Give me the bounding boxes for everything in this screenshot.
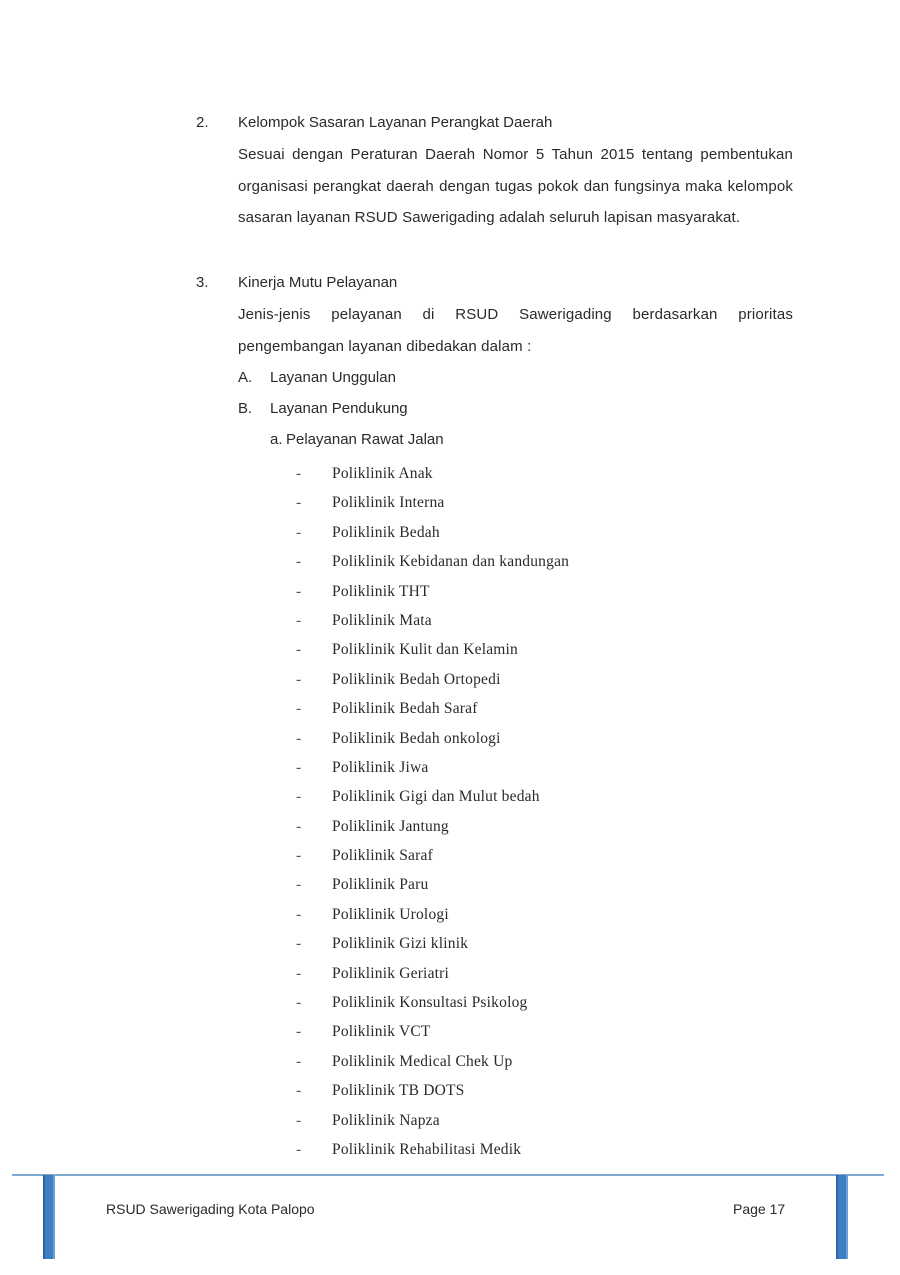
clinic-name: Poliklinik Jantung (332, 817, 449, 835)
bullet-dash: - (296, 700, 302, 718)
section-3-title: Kinerja Mutu Pelayanan (238, 274, 398, 291)
section-2-paragraph: Sesuai dengan Peraturan Daerah Nomor 5 Tahun 2015 tentang pembentukan organisasi perangkat daerah dengan tugas pokok dan fungsinya maka kelompok sasaran layanan RSUD Sawerigading adalah seluruh lapisan masyarakat. (238, 146, 793, 226)
clinic-name: Poliklinik Bedah (332, 523, 440, 541)
section-3-number: 3. (196, 274, 209, 291)
clinic-name: Poliklinik Kulit dan Kelamin (332, 641, 518, 659)
clinic-name: Poliklinik Anak (332, 465, 433, 482)
bullet-dash: - (296, 494, 302, 512)
page-number: Page 17 (733, 1201, 786, 1217)
bullet-dash: - (296, 788, 302, 806)
clinic-name: Poliklinik TB DOTS (332, 1082, 465, 1100)
section-2-title: Kelompok Sasaran Layanan Perangkat Daerah (238, 114, 553, 131)
clinic-name: Poliklinik Interna (332, 494, 445, 512)
clinic-name: Poliklinik Geriatri (332, 964, 450, 982)
clinic-name: Poliklinik VCT (332, 1023, 431, 1041)
clinic-name: Poliklinik Napza (332, 1111, 440, 1129)
footer-rule (12, 1174, 884, 1176)
clinic-name: Poliklinik Rehabilitasi Medik (332, 1140, 522, 1158)
bullet-dash: - (296, 1111, 302, 1129)
bullet-dash: - (296, 1052, 302, 1070)
clinic-name: Poliklinik Jiwa (332, 758, 429, 776)
clinic-name: Poliklinik THT (332, 582, 430, 600)
clinic-name: Poliklinik Bedah onkologi (332, 729, 501, 747)
item-a-label: Layanan Unggulan (270, 369, 396, 386)
bullet-dash: - (296, 670, 302, 688)
subsection-marker: a. (270, 431, 283, 448)
clinic-name: Poliklinik Gizi klinik (332, 935, 469, 953)
bullet-dash: - (296, 964, 302, 982)
clinic-name: Poliklinik Paru (332, 876, 429, 894)
bullet-dash: - (296, 611, 302, 629)
bullet-dash: - (296, 523, 302, 541)
bullet-dash: - (296, 729, 302, 747)
bullet-dash: - (296, 994, 302, 1012)
bullet-dash: - (296, 641, 302, 659)
clinic-name: Poliklinik Saraf (332, 847, 433, 865)
bullet-dash: - (296, 582, 302, 600)
clinic-name: Poliklinik Mata (332, 611, 432, 629)
footer-right-bar (836, 1175, 848, 1259)
bullet-dash: - (296, 465, 302, 482)
footer-left-text: RSUD Sawerigading Kota Palopo (106, 1201, 315, 1217)
clinic-name: Poliklinik Gigi dan Mulut bedah (332, 788, 540, 806)
clinic-name: Poliklinik Bedah Saraf (332, 700, 478, 718)
subsection-label: Pelayanan Rawat Jalan (286, 431, 444, 448)
section-3-paragraph: Jenis-jenis pelayanan di RSUD Sawerigading berdasarkan prioritas pengembangan layanan dibedakan dalam : (238, 306, 793, 355)
clinic-name: Poliklinik Bedah Ortopedi (332, 670, 501, 688)
bullet-dash: - (296, 1140, 302, 1158)
clinic-name: Poliklinik Urologi (332, 905, 449, 923)
bullet-dash: - (296, 758, 302, 776)
section-2-number: 2. (196, 114, 209, 131)
bullet-dash: - (296, 1082, 302, 1100)
item-b-marker: B. (238, 400, 253, 417)
bullet-dash: - (296, 847, 302, 865)
bullet-dash: - (296, 817, 302, 835)
clinic-name: Poliklinik Kebidanan dan kandungan (332, 553, 570, 571)
bullet-dash: - (296, 1023, 302, 1041)
clinic-name: Poliklinik Konsultasi Psikolog (332, 994, 528, 1012)
bullet-dash: - (296, 905, 302, 923)
item-a-marker: A. (238, 369, 253, 386)
item-b-label: Layanan Pendukung (270, 400, 408, 417)
bullet-dash: - (296, 876, 302, 894)
footer-left-bar (43, 1175, 55, 1259)
clinic-name: Poliklinik Medical Chek Up (332, 1052, 513, 1070)
bullet-dash: - (296, 553, 302, 571)
bullet-dash: - (296, 935, 302, 953)
